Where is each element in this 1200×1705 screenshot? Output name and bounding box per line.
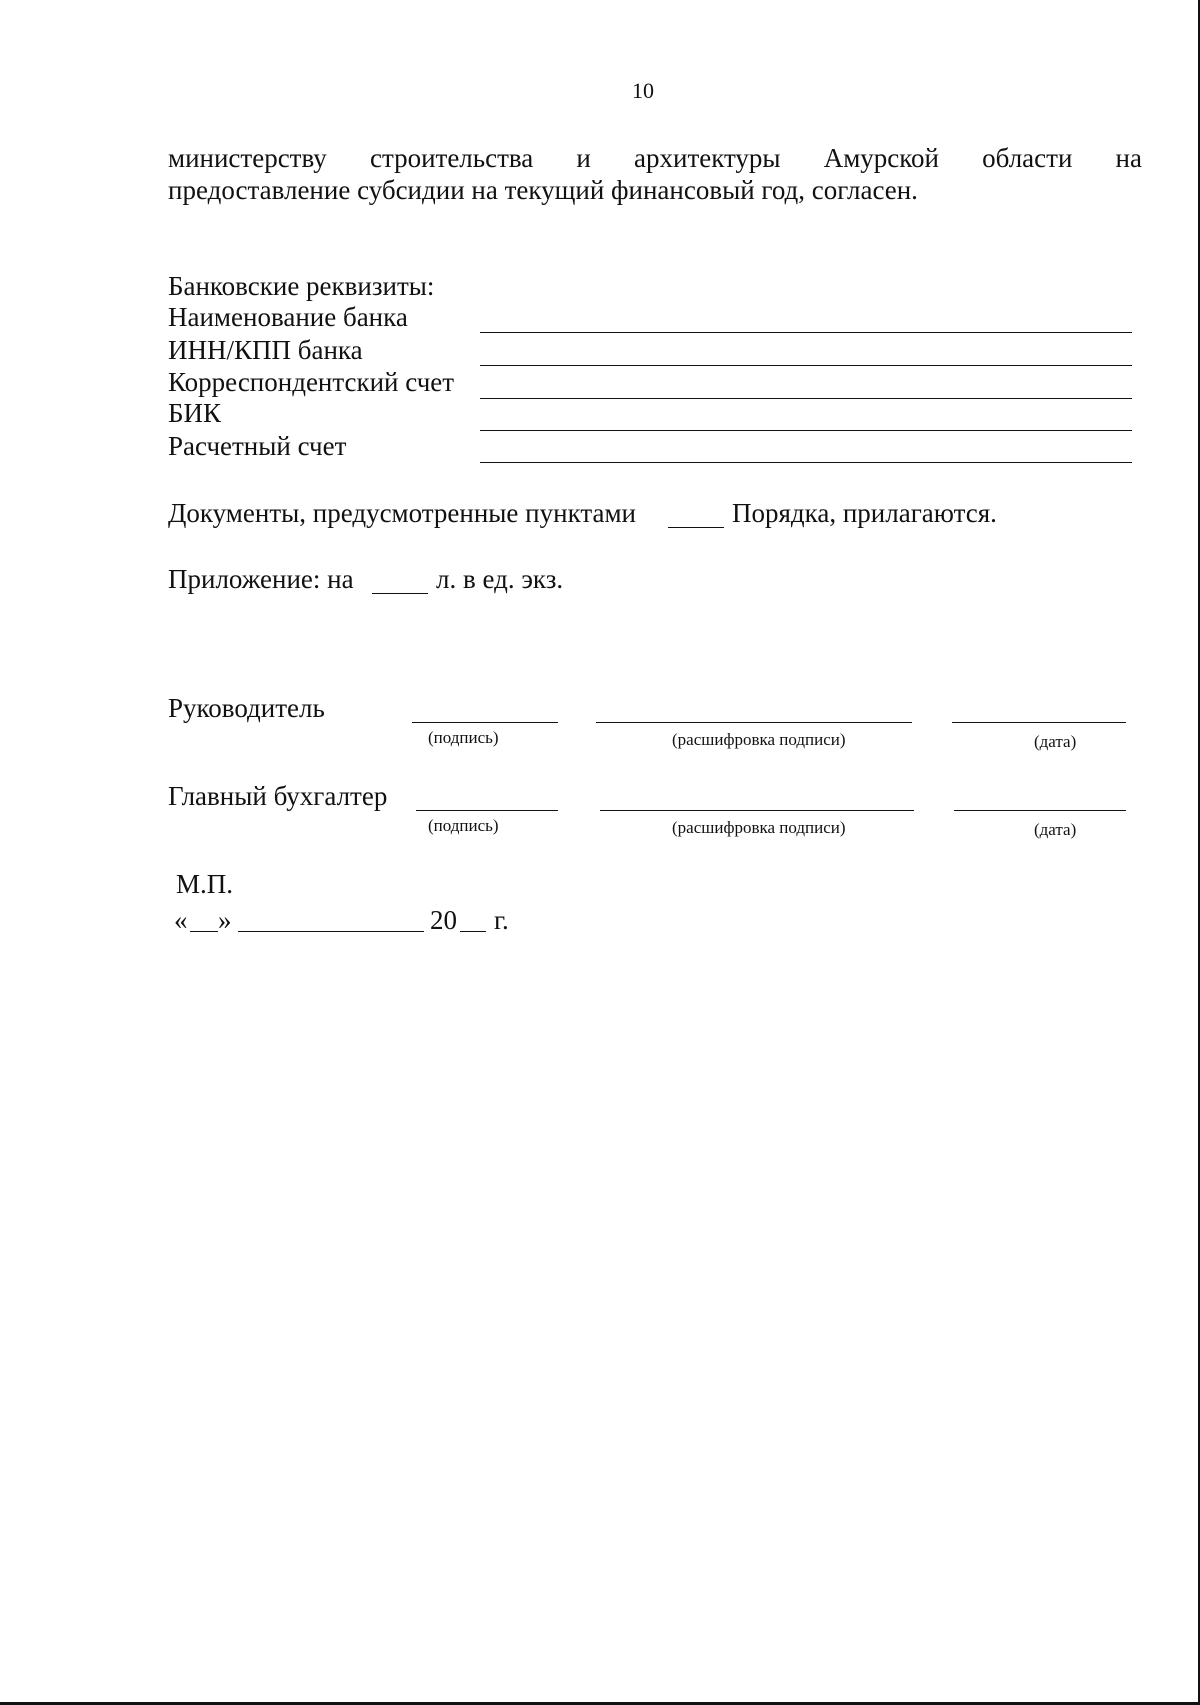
settlement-account-field[interactable] [480, 462, 1132, 463]
bik-field[interactable] [480, 430, 1132, 431]
accountant-decoding-field[interactable] [600, 810, 914, 811]
accountant-decoding-caption: (расшифровка подписи) [672, 818, 846, 837]
corr-account-field[interactable] [480, 398, 1132, 399]
accountant-date-field[interactable] [954, 810, 1126, 811]
bank-inn-field[interactable] [480, 365, 1132, 366]
bank-name-field[interactable] [480, 332, 1132, 333]
attachment-text-after: л. в ед. экз. [436, 564, 564, 594]
accountant-label: Главный бухгалтер [168, 781, 388, 811]
settlement-account-label: Расчетный счет [168, 431, 347, 461]
accountant-date-caption: (дата) [1034, 820, 1077, 839]
date-year-suffix: г. [494, 905, 509, 935]
seal-label: М.П. [176, 869, 234, 899]
attachment-text-before: Приложение: на [168, 564, 354, 594]
bik-label: БИК [168, 398, 222, 428]
intro-line-2: предоставление субсидии на текущий финансовый год, согласен. [168, 175, 918, 205]
date-year-prefix: 20 [430, 905, 457, 935]
director-signature-caption: (подпись) [428, 728, 499, 747]
director-label: Руководитель [168, 693, 325, 723]
documents-text-after: Порядка, прилагаются. [732, 498, 997, 528]
director-decoding-field[interactable] [596, 722, 912, 723]
date-day-field[interactable] [190, 931, 218, 932]
intro-line-1: министерству строительства и архитектуры Амурской области на [168, 143, 1142, 173]
bank-name-label: Наименование банка [168, 302, 408, 332]
director-decoding-caption: (расшифровка подписи) [672, 730, 846, 749]
documents-items-field[interactable] [668, 527, 724, 528]
date-quote-open: « [174, 905, 188, 935]
corr-account-label: Корреспондентский счет [168, 367, 455, 397]
bank-inn-label: ИНН/КПП банка [168, 335, 363, 365]
director-date-caption: (дата) [1034, 732, 1077, 751]
bank-heading: Банковские реквизиты: [168, 271, 435, 301]
date-quote-close: » [218, 905, 232, 935]
director-date-field[interactable] [952, 722, 1126, 723]
director-signature-field[interactable] [412, 722, 558, 723]
date-month-field[interactable] [238, 931, 424, 932]
page-number: 10 [632, 78, 654, 103]
documents-text-before: Документы, предусмотренные пунктами [168, 498, 636, 528]
accountant-signature-caption: (подпись) [428, 816, 499, 835]
date-year-field[interactable] [460, 931, 486, 932]
attachment-pages-field[interactable] [372, 593, 428, 594]
accountant-signature-field[interactable] [416, 810, 558, 811]
